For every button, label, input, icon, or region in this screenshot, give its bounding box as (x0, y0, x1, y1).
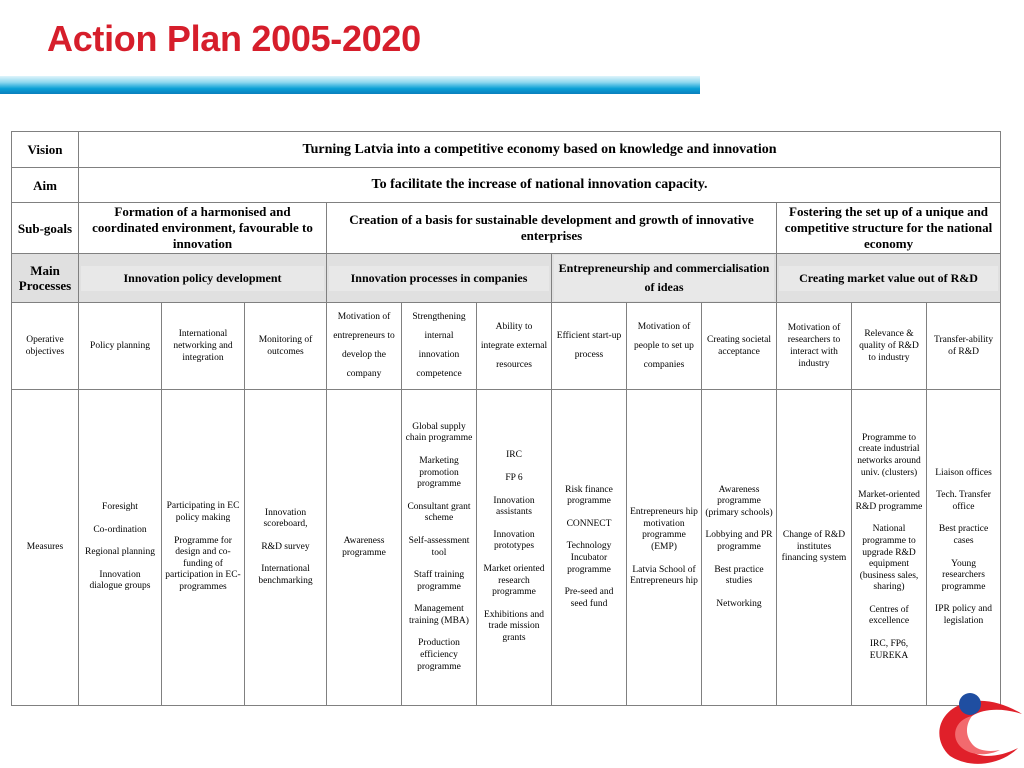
measure-item: Innovation prototypes (493, 529, 535, 552)
measures-cell (79, 390, 162, 706)
process-4-cell (777, 254, 1001, 303)
objective: Monitoring of outcomes (245, 303, 327, 390)
measures-cell (852, 390, 927, 706)
operative-objectives-label: Operative objectives (12, 303, 79, 390)
process-3-cell (552, 254, 777, 303)
process-2-cell (327, 254, 552, 303)
measure-item: Production efficiency programme (417, 638, 461, 672)
measure-item: Programme to create industrial networks around univ. (clusters) (857, 432, 921, 478)
measure-item: FP 6 (505, 473, 523, 484)
objective: Motivation of researchers to interact with industry (777, 303, 852, 390)
process-1-cell (79, 254, 327, 303)
measure-item: IRC (506, 450, 522, 461)
measures-cell (402, 390, 477, 706)
objective: International networking and integration (162, 303, 245, 390)
measure-item: International benchmarking (258, 564, 313, 586)
measure-item: Programme for design and co-funding of participation in EC-programmes (165, 535, 241, 592)
measures-cell (162, 390, 245, 706)
process-2: Innovation processes in companies (329, 266, 549, 291)
measure-item: Risk finance programme (565, 484, 613, 507)
measure-item: Market-oriented R&D programme (855, 490, 923, 512)
measure-item: Global supply chain programme (405, 421, 473, 444)
measure-item: Staff training programme (413, 570, 465, 592)
measures-cell (702, 390, 777, 706)
objective: Relevance & quality of R&D to industry (852, 303, 927, 390)
measures-cell (552, 390, 627, 706)
measures-row (12, 390, 1001, 706)
measure-item: Market oriented research programme (483, 564, 545, 598)
measures-cell (927, 390, 1001, 706)
action-plan-table (11, 131, 1001, 706)
measure-item: Participating in EC policy making (166, 501, 240, 524)
main-processes-label: Main Processes (12, 254, 79, 303)
main-processes-row (12, 254, 1001, 303)
aim-label: Aim (12, 168, 79, 203)
measure-item: Best practice cases (938, 524, 989, 546)
objective: Motivation of people to set up companies (627, 303, 702, 390)
measure-item: Best practice studies (714, 564, 764, 587)
measure-item: Pre-seed and seed fund (564, 587, 614, 609)
measure-item: Change of R&D institutes financing system (781, 530, 847, 564)
measure-item: Liaison offices (935, 467, 992, 478)
title-underline-bar (0, 76, 700, 94)
objective: Strengthening internal innovation competence (402, 303, 477, 390)
measures-label: Measures (12, 390, 79, 706)
measure-item: Innovation dialogue groups (89, 569, 151, 592)
measure-item: Networking (716, 598, 762, 609)
measure-item: Lobbying and PR programme (705, 530, 773, 552)
measure-item: National programme to upgrade R&D equipment (business sales, sharing) (859, 524, 919, 593)
aim-row (12, 168, 1001, 203)
operative-objectives-row (12, 303, 1001, 390)
measure-item: Latvia School of Entrepreneurs hip (630, 564, 698, 587)
objective: Creating societal acceptance (702, 303, 777, 390)
measures-cell (777, 390, 852, 706)
objective: Ability to integrate external resources (477, 303, 552, 390)
objective: Transfer-ability of R&D (927, 303, 1001, 390)
measure-item: Foresight (102, 502, 138, 513)
process-3: Entrepreneurship and commercialisation of ideas (554, 255, 774, 301)
aim-text: To facilitate the increase of national innovation capacity. (79, 168, 1001, 203)
subgoal-1: Formation of a harmonised and coordinated environment, favourable to innovation (79, 203, 327, 254)
measure-item: Entrepreneurs hip motivation programme (EMP) (630, 507, 698, 552)
measure-item: IRC, FP6, EUREKA (869, 639, 909, 661)
vision-text: Turning Latvia into a competitive economy based on knowledge and innovation (79, 132, 1001, 168)
measure-item: Regional planning (85, 547, 155, 558)
vision-row (12, 132, 1001, 168)
vision-label: Vision (12, 132, 79, 168)
measure-item: Centres of excellence (868, 604, 910, 627)
measure-item: Awareness programme (primary schools) (705, 484, 773, 518)
logo-swirl-icon (928, 690, 1024, 768)
measure-item: R&D survey (261, 541, 310, 552)
measure-item: Marketing promotion programme (417, 455, 461, 490)
process-4: Creating market value out of R&D (779, 266, 998, 291)
slide-title: Action Plan 2005-2020 (47, 18, 421, 59)
measure-item: CONNECT (566, 518, 612, 529)
measure-item: Young researchers programme (941, 558, 986, 592)
measures-cell (477, 390, 552, 706)
measure-item: Tech. Transfer office (936, 490, 991, 512)
measure-item: Co-ordination (93, 524, 147, 535)
subgoal-2: Creation of a basis for sustainable development and growth of innovative enterprises (327, 203, 777, 254)
objective: Motivation of entrepreneurs to develop the company (327, 303, 402, 390)
subgoal-3: Fostering the set up of a unique and competitive structure for the national economy (777, 203, 1001, 254)
objective: Policy planning (79, 303, 162, 390)
measure-item: Management training (MBA) (409, 604, 469, 626)
measure-item: Innovation scoreboard, (263, 507, 308, 530)
subgoals-label: Sub-goals (12, 203, 79, 254)
measure-item: Consultant grant scheme (407, 501, 471, 524)
measures-cell (245, 390, 327, 706)
objective: Efficient start-up process (552, 303, 627, 390)
measure-item: Exhibitions and trade mission grants (484, 609, 544, 643)
measure-item: Awareness programme (342, 535, 386, 558)
measures-cell (627, 390, 702, 706)
process-1: Innovation policy development (81, 266, 324, 291)
measures-cell (327, 390, 402, 706)
measure-item: Self-assessment tool (408, 535, 470, 558)
measure-item: Technology Incubator programme (566, 541, 612, 575)
subgoals-row (12, 203, 1001, 254)
measure-item: Innovation assistants (493, 495, 535, 518)
measure-item: IPR policy and legislation (935, 604, 993, 626)
